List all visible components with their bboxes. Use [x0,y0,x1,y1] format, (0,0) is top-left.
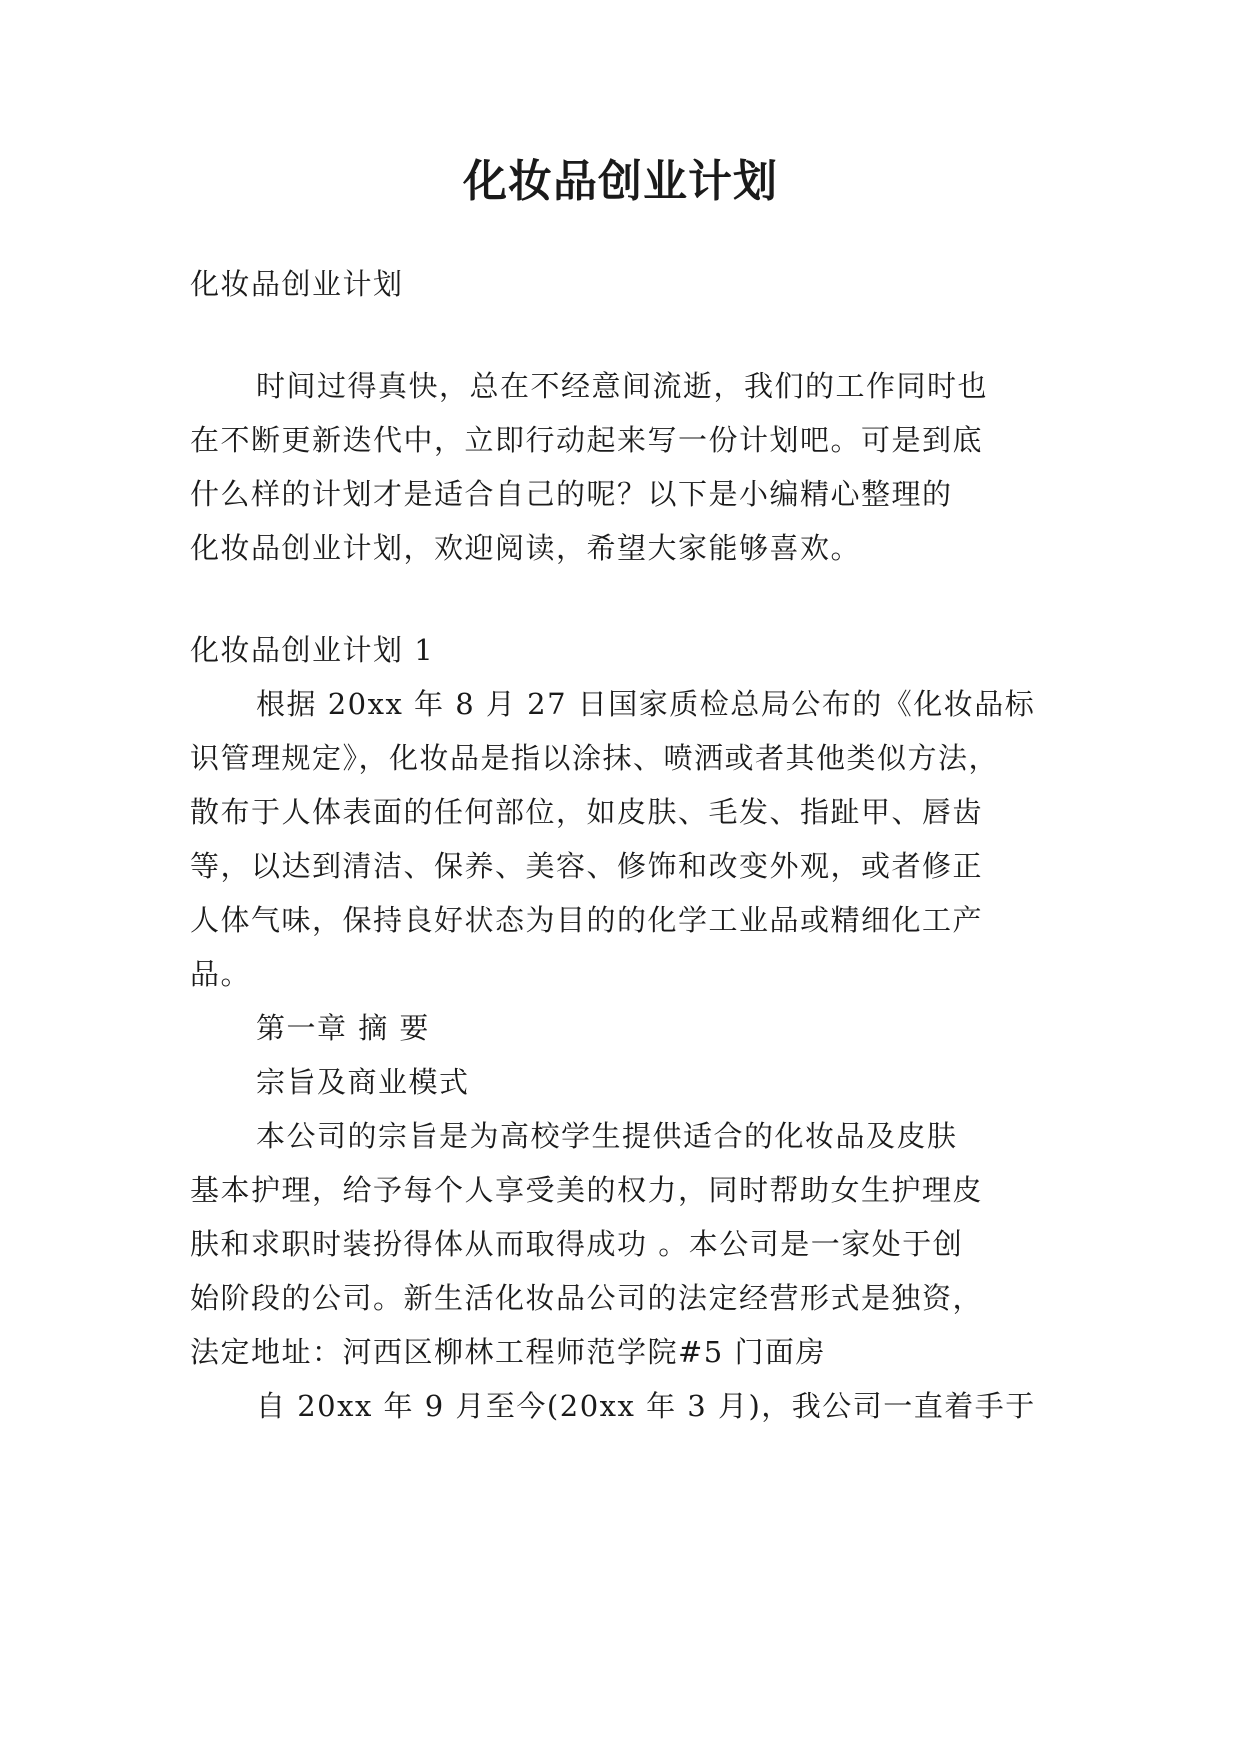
sub-heading: 宗旨及商业模式 [256,1065,470,1099]
definition-line: 品。 [190,957,252,991]
chapter-heading: 第一章 摘 要 [256,1011,430,1045]
purpose-line: 法定地址：河西区柳林工程师范学院#5 门面房 [190,1335,826,1369]
document-subtitle: 化妆品创业计划 [190,267,404,301]
definition-line: 人体气味，保持良好状态为目的的化学工业品或精细化工产 [190,903,984,937]
purpose-line: 本公司的宗旨是为高校学生提供适合的化妆品及皮肤 [256,1119,958,1153]
definition-line: 等，以达到清洁、保养、美容、修饰和改变外观，或者修正 [190,849,984,883]
body-line: 自 20xx 年 9 月至今(20xx 年 3 月)，我公司一直着手于 [256,1389,1036,1423]
definition-line: 散布于人体表面的任何部位，如皮肤、毛发、指趾甲、唇齿 [190,795,984,829]
section-heading: 化妆品创业计划 1 [190,633,435,667]
intro-line: 化妆品创业计划，欢迎阅读，希望大家能够喜欢。 [190,531,862,565]
intro-line: 什么样的计划才是适合自己的呢？以下是小编精心整理的 [190,477,953,511]
document-title: 化妆品创业计划 [463,156,778,207]
purpose-line: 始阶段的公司。新生活化妆品公司的法定经营形式是独资， [190,1281,984,1315]
intro-line: 在不断更新迭代中，立即行动起来写一份计划吧。可是到底 [190,423,984,457]
purpose-line: 肤和求职时装扮得体从而取得成功 。本公司是一家处于创 [190,1227,964,1261]
intro-line: 时间过得真快，总在不经意间流逝，我们的工作同时也 [256,369,989,403]
purpose-line: 基本护理，给予每个人享受美的权力，同时帮助女生护理皮 [190,1173,984,1207]
definition-line: 根据 20xx 年 8 月 27 日国家质检总局公布的《化妆品标 [256,687,1036,721]
definition-line: 识管理规定》，化妆品是指以涂抹、喷洒或者其他类似方法， [190,741,1000,775]
